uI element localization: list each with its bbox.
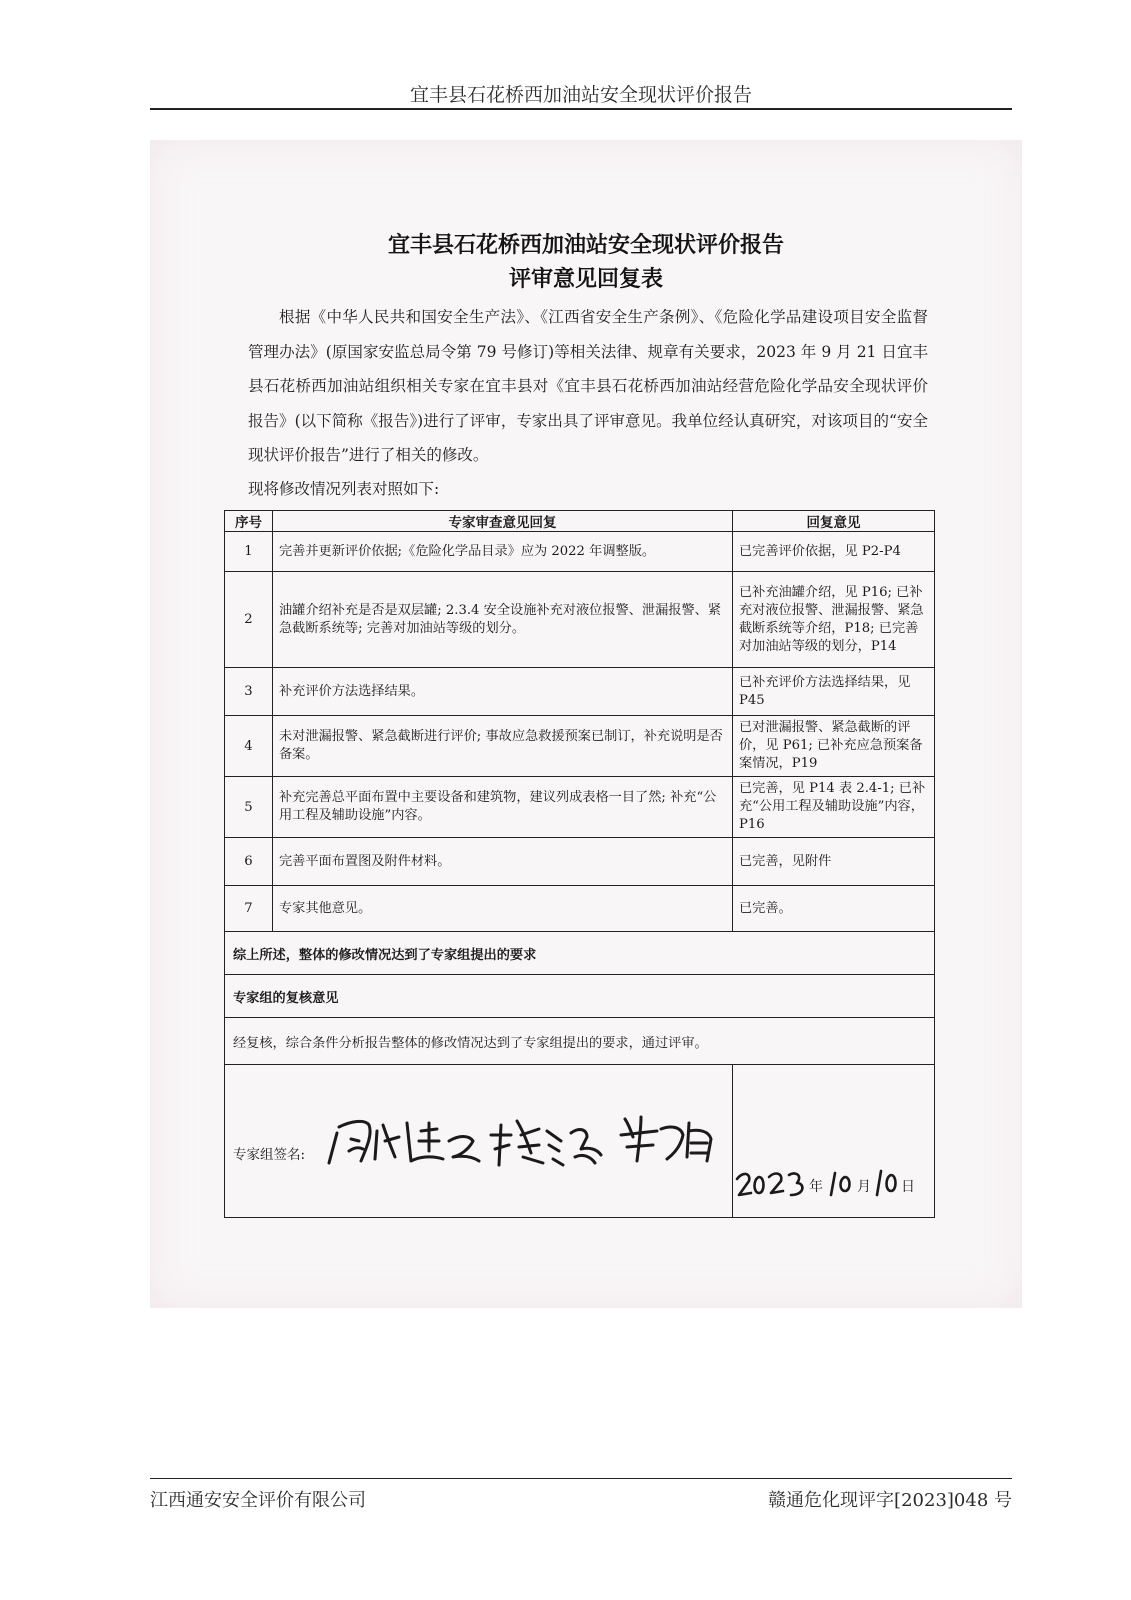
table-row: [225, 886, 935, 932]
document-title: 宜丰县石花桥西加油站安全现状评价报告: [387, 232, 784, 258]
header-no: 序号: [225, 511, 273, 532]
row-reply: 已补充评价方法选择结果，见 P45: [733, 668, 935, 716]
intro-last-line: 现将修改情况列表对照如下:: [248, 480, 440, 498]
row-opinion: 完善平面布置图及附件材料。: [273, 838, 733, 886]
row-no: 5: [225, 777, 273, 838]
row-opinion: 油罐介绍补充是否是双层罐; 2.3.4 安全设施补充对液位报警、泄漏报警、紧急截断系统等; 完善对加油站等级的划分。: [273, 572, 733, 668]
review-table: [224, 510, 935, 1218]
row-no: 7: [225, 886, 273, 932]
date-cell: [733, 1065, 935, 1218]
row-opinion: 补充评价方法选择结果。: [273, 668, 733, 716]
review-text-row: [225, 1018, 935, 1065]
document-subtitle: 评审意见回复表: [508, 266, 663, 292]
header-reply: 回复意见: [733, 511, 935, 532]
scanned-document: [150, 140, 1022, 1308]
row-reply: 已完善。: [733, 886, 935, 932]
handwritten-signatures: [325, 1101, 735, 1181]
table-row: [225, 777, 935, 838]
signature-label: 专家组签名:: [233, 1147, 306, 1163]
row-no: 6: [225, 838, 273, 886]
footer-divider: [150, 1478, 1012, 1479]
review-heading-row: [225, 975, 935, 1018]
table-row: [225, 838, 935, 886]
intro-paragraph: 根据《中华人民共和国安全生产法》、《江西省安全生产条例》、《危险化学品建设项目安全监督管理办法》(原国家安监总局令第 79 号修订)等相关法律、规章有关要求，2023 年 9 月 21 日宜丰县石花桥西加油站组织相关专家在宜丰县对《宜丰县石花桥西加油站经营危险化学品安全现状评价报告》(以下简称《报告》)进行了评审，专家出具了评审意见。我单位经认真研究，对该项目的“安全现状评价报告”进行了相关的修改。: [248, 308, 928, 465]
footer-doc-number: 赣通危化现评字[2023]048 号: [768, 1490, 1012, 1511]
table-row: [225, 716, 935, 777]
header-opinion: 专家审查意见回复: [273, 511, 733, 532]
svg-text:日: 日: [901, 1179, 915, 1195]
summary-row: [225, 932, 935, 975]
row-opinion: 专家其他意见。: [273, 886, 733, 932]
table-row: [225, 572, 935, 668]
summary-text: 综上所述，整体的修改情况达到了专家组提出的要求: [225, 932, 935, 975]
row-opinion: 完善并更新评价依据;《危险化学品目录》应为 2022 年调整版。: [273, 532, 733, 572]
row-no: 1: [225, 532, 273, 572]
handwritten-date: [735, 1161, 925, 1211]
table-row: [225, 532, 935, 572]
row-reply: 已补充油罐介绍，见 P16; 已补充对液位报警、泄漏报警、紧急截断系统等介绍，P18; 已完善对加油站等级的划分，P14: [733, 572, 935, 668]
table-row: [225, 668, 935, 716]
row-no: 4: [225, 716, 273, 777]
row-reply: 已对泄漏报警、紧急截断的评价，见 P61; 已补充应急预案备案情况，P19: [733, 716, 935, 777]
svg-text:月: 月: [857, 1179, 871, 1195]
review-heading: 专家组的复核意见: [225, 975, 935, 1018]
row-no: 2: [225, 572, 273, 668]
row-reply: 已完善评价依据，见 P2-P4: [733, 532, 935, 572]
svg-text:年: 年: [809, 1179, 823, 1195]
row-reply: 已完善，见 P14 表 2.4-1; 已补充“公用工程及辅助设施”内容，P16: [733, 777, 935, 838]
signature-row: [225, 1065, 935, 1218]
review-text: 经复核，综合条件分析报告整体的修改情况达到了专家组提出的要求，通过评审。: [225, 1018, 935, 1065]
signature-cell: [225, 1065, 733, 1218]
row-opinion: 未对泄漏报警、紧急截断进行评价; 事故应急救援预案已制订，补充说明是否备案。: [273, 716, 733, 777]
row-no: 3: [225, 668, 273, 716]
row-opinion: 补充完善总平面布置中主要设备和建筑物，建议列成表格一目了然; 补充“公用工程及辅助设施”内容。: [273, 777, 733, 838]
page-header: 宜丰县石花桥西加油站安全现状评价报告: [409, 84, 752, 106]
header-divider: [150, 108, 1012, 110]
footer-company: 江西通安安全评价有限公司: [150, 1490, 366, 1511]
row-reply: 已完善，见附件: [733, 838, 935, 886]
table-header-row: [225, 511, 935, 532]
